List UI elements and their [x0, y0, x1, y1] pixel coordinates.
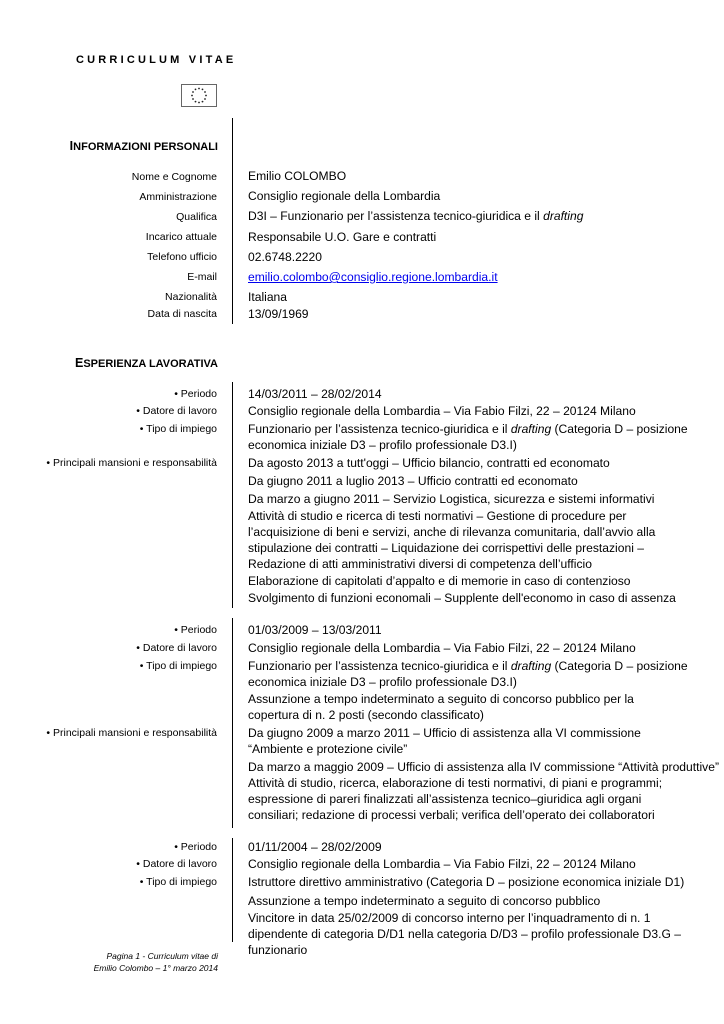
column-divider [232, 838, 233, 942]
footer-line: Emilio Colombo – 1° marzo 2014 [93, 963, 218, 973]
column-divider [232, 118, 233, 324]
label-qualification: Qualifica [176, 211, 217, 223]
eu-flag-icon [181, 84, 217, 107]
job-duty: Svolgimento di funzioni economali – Supplente dell'economo in caso di assenza [248, 591, 676, 605]
label-nationality: Nazionalità [165, 291, 217, 303]
job-employment-type: Funzionario per l’assistenza tecnico-giuridica e il drafting (Categoria D – posizione economica iniziale D3 – profilo professionale D3.I) [248, 659, 688, 689]
footer-line: Pagina 1 - Curriculum vitae di [106, 951, 218, 961]
job-duty: Attività di studio e ricerca di testi normativi – Gestione di procedure per l’acquisizione di beni e servizi, anche di rilevanza comunitaria, dall’avvio alla stipulazione dei contratti – Liquidazione dei corrispettivi delle prestazioni – Redazione di atti amministrativi diversi di competenza dell’ufficio [248, 509, 656, 571]
job-duty: Da giugno 2009 a marzo 2011 – Ufficio di assistenza alla VI commissione “Ambiente e protezione civile” [248, 726, 641, 756]
job-employer: Consiglio regionale della Lombardia – Via Fabio Filzi, 22 – 20124 Milano [248, 404, 636, 418]
label-employment-type: • Tipo di impiego [139, 876, 217, 888]
label-employer: • Datore di lavoro [136, 858, 217, 870]
label-employment-type: • Tipo di impiego [139, 660, 217, 672]
job-employer: Consiglio regionale della Lombardia – Via Fabio Filzi, 22 – 20124 Milano [248, 641, 636, 655]
column-divider [232, 382, 233, 608]
job-period: 14/03/2011 – 28/02/2014 [248, 387, 382, 401]
job-employment-type: Istruttore direttivo amministrativo (Categoria D – posizione economica iniziale D1) [248, 875, 685, 889]
job-employment-note: Assunzione a tempo indeterminato a seguito di concorso pubblico [248, 894, 601, 908]
label-period: • Periodo [174, 624, 217, 636]
value-nationality: Italiana [248, 290, 287, 304]
label-employer: • Datore di lavoro [136, 405, 217, 417]
job-period: 01/03/2009 – 13/03/2011 [248, 623, 382, 637]
section-title-experience: ESPERIENZA LAVORATIVA [75, 356, 218, 370]
page-footer [94, 950, 218, 974]
job-duty: Da marzo a maggio 2009 – Ufficio di assistenza alla IV commissione “Attività produttive” [248, 760, 719, 774]
section-title-personal: INFORMAZIONI PERSONALI [69, 139, 218, 153]
label-period: • Periodo [174, 841, 217, 853]
label-phone: Telefono ufficio [147, 251, 217, 263]
label-birth-date: Data di nascita [147, 308, 217, 320]
column-divider [232, 618, 233, 828]
email-link[interactable]: emilio.colombo@consiglio.regione.lombardia.it [248, 270, 498, 284]
label-administration: Amministrazione [139, 191, 217, 203]
value-phone: 02.6748.2220 [248, 250, 322, 264]
job-employer: Consiglio regionale della Lombardia – Via Fabio Filzi, 22 – 20124 Milano [248, 857, 636, 871]
cv-title: CURRICULUM VITAE [76, 54, 237, 66]
job-employment-note: Vincitore in data 25/02/2009 di concorso interno per l’inquadramento di n. 1 dipendente di categoria D/D1 nella categoria D/D3 – profilo professionale D3.G – funzionario [248, 911, 681, 957]
job-period: 01/11/2004 – 28/02/2009 [248, 840, 382, 854]
job-duty: Da marzo a giugno 2011 – Servizio Logistica, sicurezza e sistemi informativi [248, 492, 655, 506]
value-birth-date: 13/09/1969 [248, 307, 309, 321]
label-current-role: Incarico attuale [145, 231, 217, 243]
label-period: • Periodo [174, 388, 217, 400]
value-name: Emilio COLOMBO [248, 169, 347, 183]
label-employer: • Datore di lavoro [136, 642, 217, 654]
label-employment-type: • Tipo di impiego [139, 423, 217, 435]
label-email: E-mail [187, 271, 217, 283]
job-duty: Da giugno 2011 a luglio 2013 – Ufficio contratti ed economato [248, 474, 578, 488]
job-employment-type: Funzionario per l’assistenza tecnico-giuridica e il drafting (Categoria D – posizione economica iniziale D3 – profilo professionale D3.I) [248, 422, 688, 452]
job-duty: Attività di studio, ricerca, elaborazione di testi normativi, di piani e programmi; espressione di pareri finalizzati all’assistenza tecnico–giuridica agli organi consiliari; redazione di processi verbali; verifica dell’operato dei collaboratori [248, 776, 663, 822]
job-duty: Elaborazione di capitolati d’appalto e di memorie in caso di contenzioso [248, 574, 631, 588]
job-employment-note: Assunzione a tempo indeterminato a seguito di concorso pubblico per la copertura di n. 2 posti (secondo classificato) [248, 692, 634, 722]
label-duties: • Principali mansioni e responsabilità [46, 457, 217, 469]
value-administration: Consiglio regionale della Lombardia [248, 189, 441, 203]
value-current-role: Responsabile U.O. Gare e contratti [248, 230, 437, 244]
job-duty: Da agosto 2013 a tutt'oggi – Ufficio bilancio, contratti ed economato [248, 456, 610, 470]
value-email [248, 269, 688, 285]
label-name: Nome e Cognome [131, 171, 217, 183]
label-duties: • Principali mansioni e responsabilità [46, 727, 217, 739]
value-qualification: D3I – Funzionario per l’assistenza tecnico-giuridica e il drafting [248, 209, 584, 223]
